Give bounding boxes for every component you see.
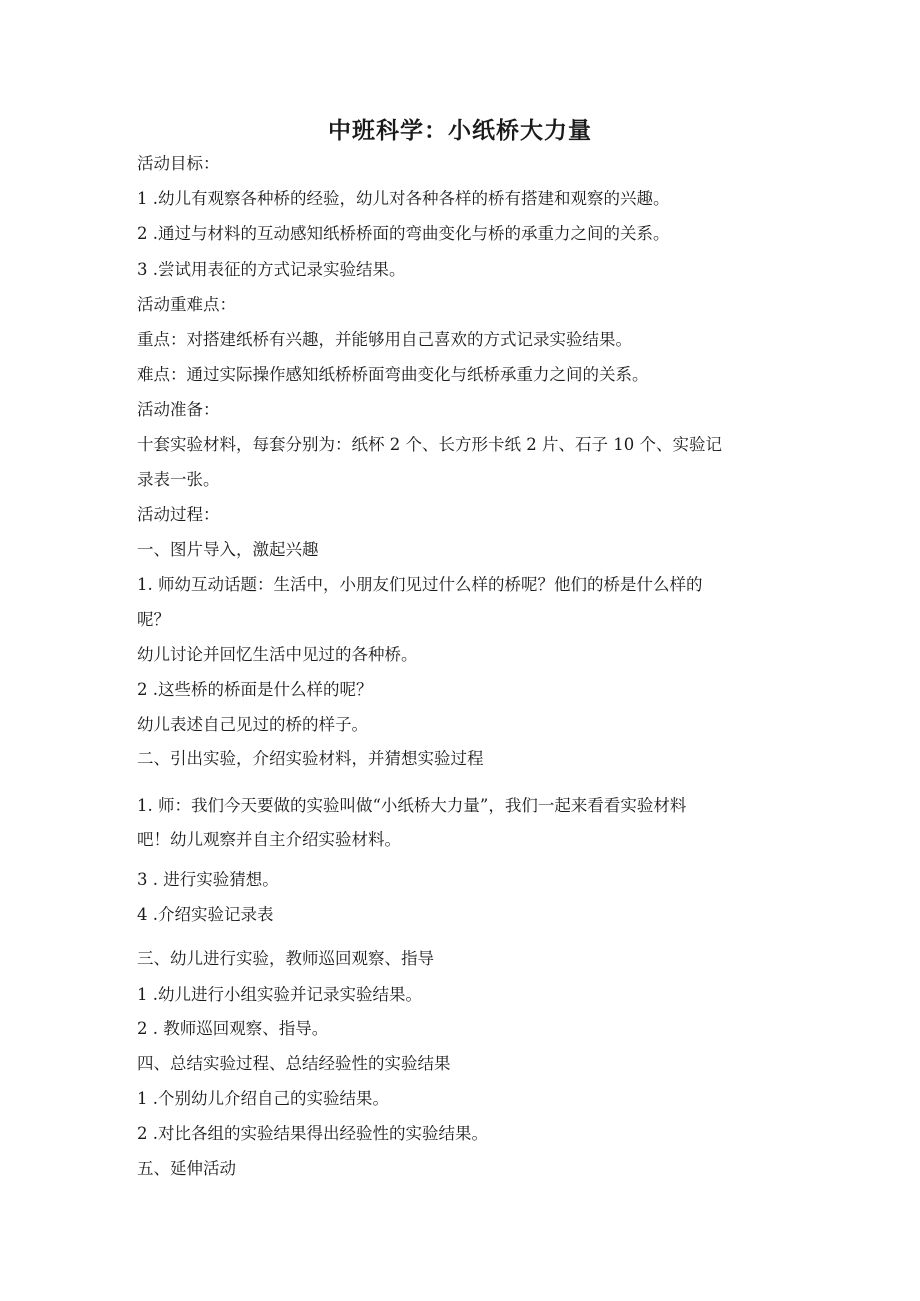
preparation-text-line-1: 十套实验材料，每套分别为：纸杯 2 个、长方形卡纸 2 片、石子 10 个、实验记 [137,435,722,454]
goal-item-3: 3 .尝试用表征的方式记录实验结果。 [137,260,406,279]
step-2-item-3: 3 . 进行实验猜想。 [137,870,279,889]
goal-item-2: 2 .通过与材料的互动感知纸桥桥面的弯曲变化与桥的承重力之间的关系。 [137,224,670,243]
step-4-item-2: 2 .对比各组的实验结果得出经验性的实验结果。 [137,1124,488,1143]
step-2-item-1-line-2: 吧！幼儿观察并自主介绍实验材料。 [137,830,401,849]
step-1-paragraph-2: 幼儿表述自己见过的桥的样子。 [137,715,368,734]
section-heading-key-points: 活动重难点： [137,295,236,314]
section-heading-process: 活动过程： [137,505,220,524]
step-1-paragraph-1: 幼儿讨论并回忆生活中见过的各种桥。 [137,645,418,664]
step-4-item-1: 1 .个别幼儿介绍自己的实验结果。 [137,1089,389,1108]
step-1-item-2: 2 .这些桥的桥面是什么样的呢？ [137,680,373,699]
step-heading-1: 一、图片导入，激起兴趣 [137,540,319,559]
step-3-item-2: 2 . 教师巡回观察、指导。 [137,1019,329,1038]
document-title: 中班科学：小纸桥大力量 [328,118,592,144]
section-heading-preparation: 活动准备： [137,400,220,419]
step-heading-3: 三、幼儿进行实验，教师巡回观察、指导 [137,949,434,968]
step-2-item-4: 4 .介绍实验记录表 [137,905,274,924]
step-1-item-1-line-2: 呢？ [137,610,170,629]
step-2-item-1-line-1: 1. 师：我们今天要做的实验叫做“小纸桥大力量”，我们一起来看看实验材料 [137,796,687,815]
section-heading-goals: 活动目标： [137,154,220,173]
preparation-text-line-2: 录表一张。 [137,470,220,489]
step-3-item-1: 1 .幼儿进行小组实验并记录实验结果。 [137,985,422,1004]
step-1-item-1-line-1: 1. 师幼互动话题：生活中，小朋友们见过什么样的桥呢？他们的桥是什么样的 [137,575,703,594]
step-heading-2: 二、引出实验，介绍实验材料，并猜想实验过程 [137,749,484,768]
key-point-text: 重点：对搭建纸桥有兴趣，并能够用自己喜欢的方式记录实验结果。 [137,330,632,349]
step-heading-4: 四、总结实验过程、总结经验性的实验结果 [137,1054,451,1073]
goal-item-1: 1 .幼儿有观察各种桥的经验，幼儿对各种各样的桥有搭建和观察的兴趣。 [137,189,670,208]
step-heading-5: 五、延伸活动 [137,1159,236,1178]
difficult-point-text: 难点：通过实际操作感知纸桥桥面弯曲变化与纸桥承重力之间的关系。 [137,365,649,384]
